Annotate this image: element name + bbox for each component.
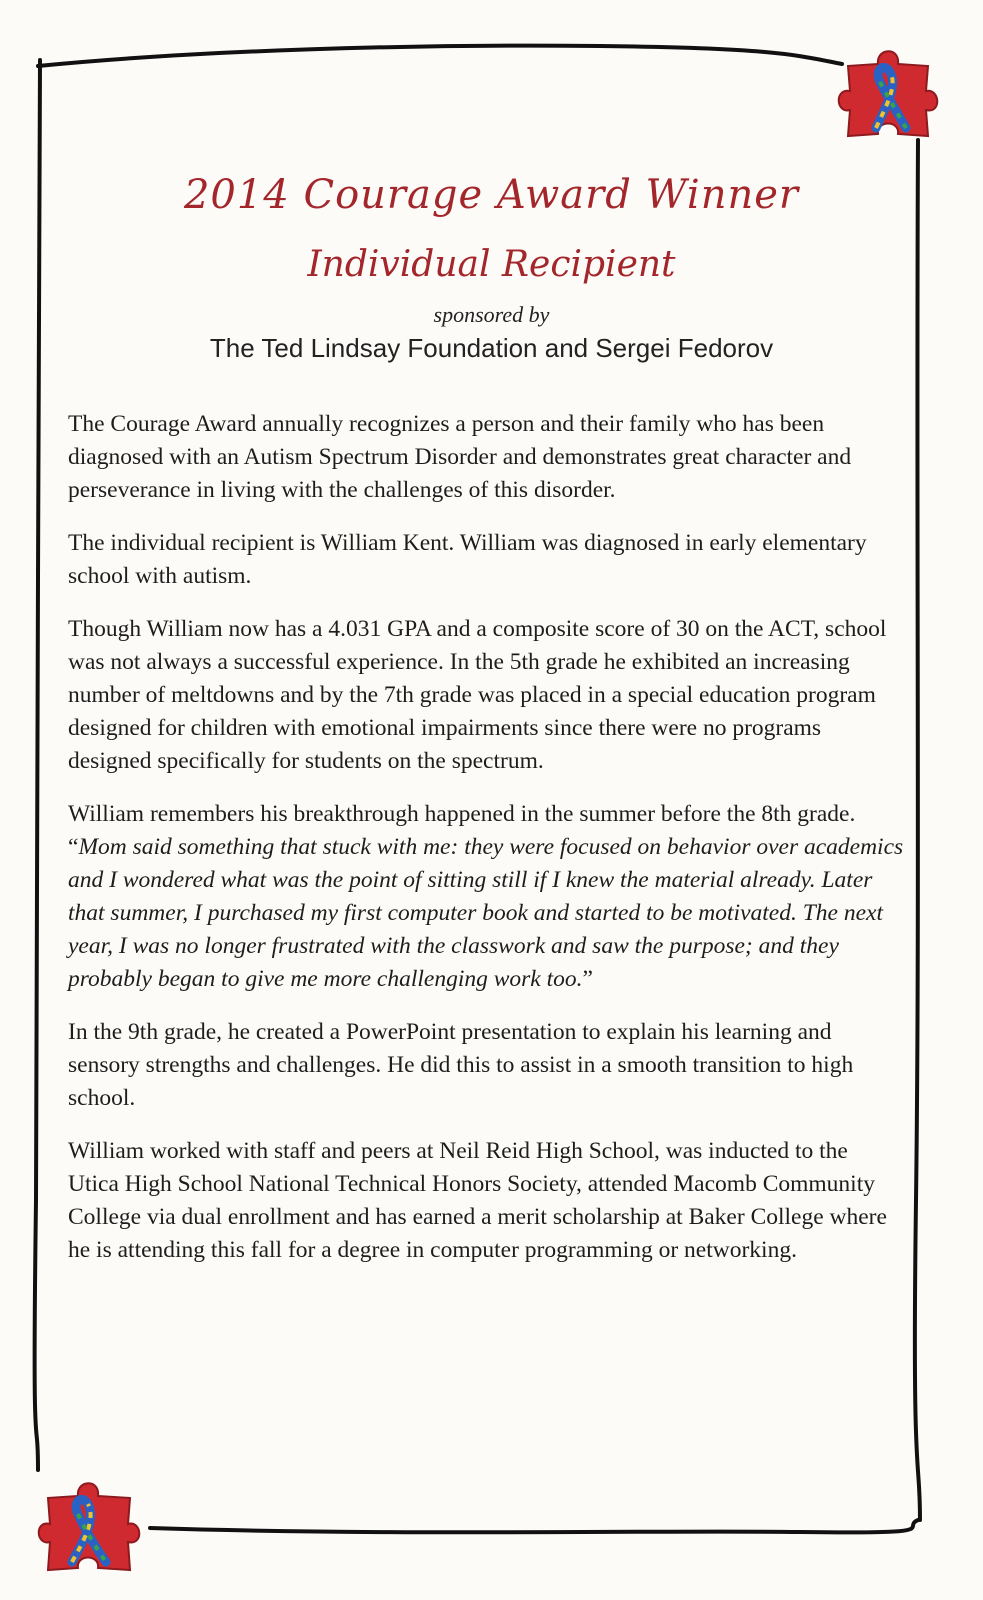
paragraph-award-purpose: The Courage Award annually recognizes a person and their family who has been diagnosed with an Autism Spectrum Disorder and demonstrates great character and perseverance in living with the challenges of this disorder. [68,411,852,503]
breakthrough-intro: William remembers his breakthrough happened in the summer before the 8th grade. “ [68,801,856,860]
autism-ribbon-puzzle-icon [828,36,948,146]
award-subtitle: Individual Recipient [307,244,676,285]
paragraph-breakthrough [68,798,904,996]
sponsored-by-label: sponsored by [433,302,550,327]
breakthrough-quote-end: ” [582,966,593,992]
paragraph-recipient: The individual recipient is William Kent. William was diagnosed in early elementary school with autism. [68,530,867,589]
paragraph-achievements: William worked with staff and peers at Neil Reid High School, was inducted to the Utica High School National Technical Honors Society, attended Macomb Community College via dual enrollment and has earned a merit scholarship at Baker College where he is attending this fall for a degree in computer programming or networking. [68,1138,887,1263]
autism-ribbon-puzzle-icon [30,1470,150,1580]
award-description [68,408,904,1287]
paragraph-school-history: Though William now has a 4.031 GPA and a composite score of 30 on the ACT, school was not always a successful experience. In the 5th grade he exhibited an increasing number of meltdowns and by the 7th grade was placed in a special education program designed for children with emotional impairments since there were no programs designed specifically for students on the spectrum. [68,616,887,774]
award-title: 2014 Courage Award Winner [183,172,800,218]
breakthrough-quote: Mom said something that stuck with me: they were focused on behavior over academics and I wondered what was the point of sitting still if I knew the material already. Later that summer, I purchased my first computer book and started to be motivated. The next year, I was no longer frustrated with the classwork and saw the purpose; and they probably began to give me more challenging work too. [68,834,904,992]
sponsor-names: The Ted Lindsay Foundation and Sergei Fedorov [209,333,774,363]
paragraph-ninth-grade: In the 9th grade, he created a PowerPoint presentation to explain his learning and sensory strengths and challenges. He did this to assist in a smooth transition to high school. [68,1019,854,1111]
